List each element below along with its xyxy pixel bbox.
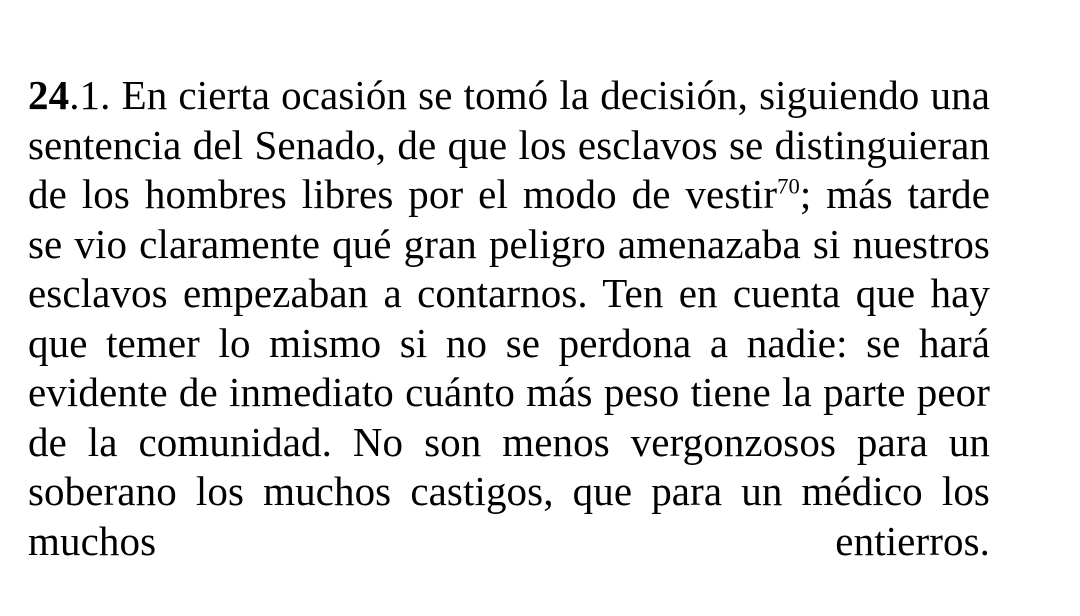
section-number: 24 [28,72,70,118]
footnote-reference[interactable]: 70 [777,173,800,199]
paragraph-lead-text: .1. En cierta ocasión se tomó la decisión, siguiendo una sentencia del Senado, de que los esclavos se distinguieran de los hombres libres por el modo de vestir [28,72,990,217]
paragraph-rest-text: ; más tarde se vio claramente qué gran peligro amenazaba si nuestros esclavos empezaban a contarnos. Ten en cuenta que hay que temer lo mismo si no se perdona a nadie: se hará evidente de inmediato cuánto más peso tiene la parte peor de la comunidad. No son menos vergonzosos para un soberano los muchos castigos, que para un médico los muchos entierros. [28,171,990,564]
body-paragraph [28,71,990,616]
